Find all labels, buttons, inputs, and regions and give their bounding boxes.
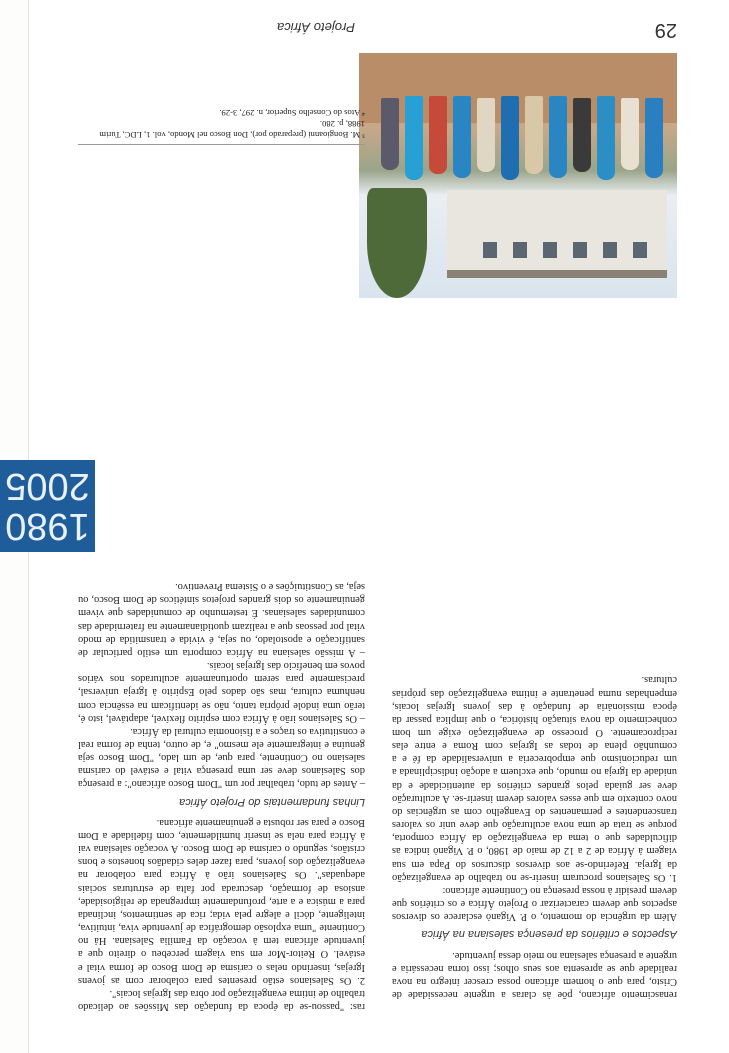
photo-window [543,242,557,258]
photo-person [573,98,591,172]
year-badge-text [0,466,95,546]
photo-person [597,96,615,180]
photo-tree [367,188,427,298]
year-badge [0,460,95,552]
photo-person [405,96,423,180]
photo-building [447,190,667,278]
badge-year-bottom: 2005 [5,465,90,507]
photo-window [483,242,497,258]
photo-person [477,98,495,172]
photo-person [549,96,567,178]
photo-window [573,242,587,258]
section-heading: Linhas fundamentais do Projeto África [179,795,365,808]
photo-person [501,96,519,180]
group-photo [359,53,677,298]
paragraph: 2. Os Salesianos estão presentes para colaborar com as jovens Igrejas, inserindo nelas o carisma de Dom Bosco de forma vital e estável. O Reitor-Mor em sua viagem percebeu o direito que a juventude africana tem à vocação da Família Salesiana. Há no Continente "uma explosão demográfica de juventude viva, intuitiva, inteligente, dócil e alegre pela vida; rica de sentimentos, inclinada para a música e a arte, profundamente impregnada de religiosidade, ansiosa de formação, descurada por falta de estruturas sociais adequadas". Os Salesianos irão à África para colaborar na evangelização dos jovens, para fazer deles cidadãos honestos e bons cristãos, segundo o carisma de Dom Bosco. A vocação salesiana vai à África para nela se inserir humildemente, com fidelidade a Dom Bosco e para ser robusta e genuinamente africana. [78,816,365,986]
paragraph: – Antes de tudo, trabalhar por um "Dom Bosco africano": a presença dos Salesianos deve ser uma presença vital e estável do carisma salesiano no Continente, para que, de um lado, "Dom Bosco seja genuína e integramente ele mesmo" e, de outro, tenha de forma real e constitutiva os traços e a fisionomia cultural da África. [78,725,365,790]
footnote: ⁴ Atos do Conselho Superior, n. 297, 3-29. [219,108,365,118]
footnote: ³ M. Bongioanni (preparado por), Don Bosco nel Mondo, vol. 1, LDC, Turim 1988, p. 280. [99,119,365,140]
paragraph: Além da urgência do momento, o P. Viganò esclarece os diversos aspectos que devem caracterizar o Projeto África e os critérios que devem presidir à nossa presença no Continente africano: [392,884,677,923]
photo-window [513,242,527,258]
photo-person [645,98,663,178]
running-head: Projeto África [276,20,355,35]
section-heading: Aspectos e critérios da presença salesiana na África [421,928,677,941]
page-number: 29 [654,19,677,41]
photo-person [381,98,399,170]
paragraph: ras: "passou-se da época da fundação das Missões ao delicado trabalho de íntima evangelização por obra das Igrejas locais". [78,987,365,1012]
photo-person [525,96,543,174]
photo-person [453,96,471,178]
right-column [78,580,365,1013]
paragraph: – Os Salesianos irão à África com espírito flexível, adaptável, isto é, terão uma índole própria tanto, não se identificam na essência com nenhuma cultura, mas são dados pelo Espírito à Igreja universal, precisamente para serem oportunamente aculturados nos vários povos em benefício das Igrejas locais. [78,660,365,724]
photo-window [603,242,617,258]
footnotes [78,107,365,145]
badge-year-top: 1980 [5,505,90,547]
paragraph: renascimento africano, põe às claras a urgente necessidade de Cristo, para que o homem africano possa crescer íntegro na nova realidade que se apresenta aos seus olhos; isso torna necessária e urgente a presença salesiana no meio dessa juventude. [392,949,677,1000]
photo-person [621,98,639,170]
paragraph: 1. Os Salesianos procuram inserir-se no trabalho de evangelização da Igreja. Referindo-se aos diversos discursos do Papa em sua viagem à África de 2 a 12 de maio de 1980, o P. Viganò indica as dificuldades que o tema da evangelização da África comporta, porque se trata de uma nova aculturação que deve unir os valores transcendentes e permanentes do Evangelho com as urgências do novo contexto em que esses valores devem inserir-se. A aculturação deve ser guiada pelos grandes critérios da autenticidade e da unidade da Igreja no mundo, que excluem a adoção indisciplinada a um reducionismo que empobreceria a universalidade da fé e a comunhão plena de todas as Igrejas com Roma e entre elas reciprocamente. O processo de evangelização exige um bom conhecimento da nova situação histórica, o que implica passar da época missionária de fundação à das jovens Igrejas locais, empenhadas numa penetrante e íntima evangelização das próprias culturas. [392,674,677,883]
left-column [392,673,677,1001]
photo-window [633,242,647,258]
photo-person [429,96,447,174]
paragraph: – A missão salesiana na África comporta um estilo particular de santificação e apostolado, ou seja, é vivida e transmitida de modo vital por pessoas que a realizam quotidianamente na fraternidade das comunidades salesianas. É testemunho de comunidades que vivem genuinamente os dois grandes projetos sintéticos de Dom Bosco, ou seja, as Constituições e o Sistema Preventivo. [78,581,365,658]
